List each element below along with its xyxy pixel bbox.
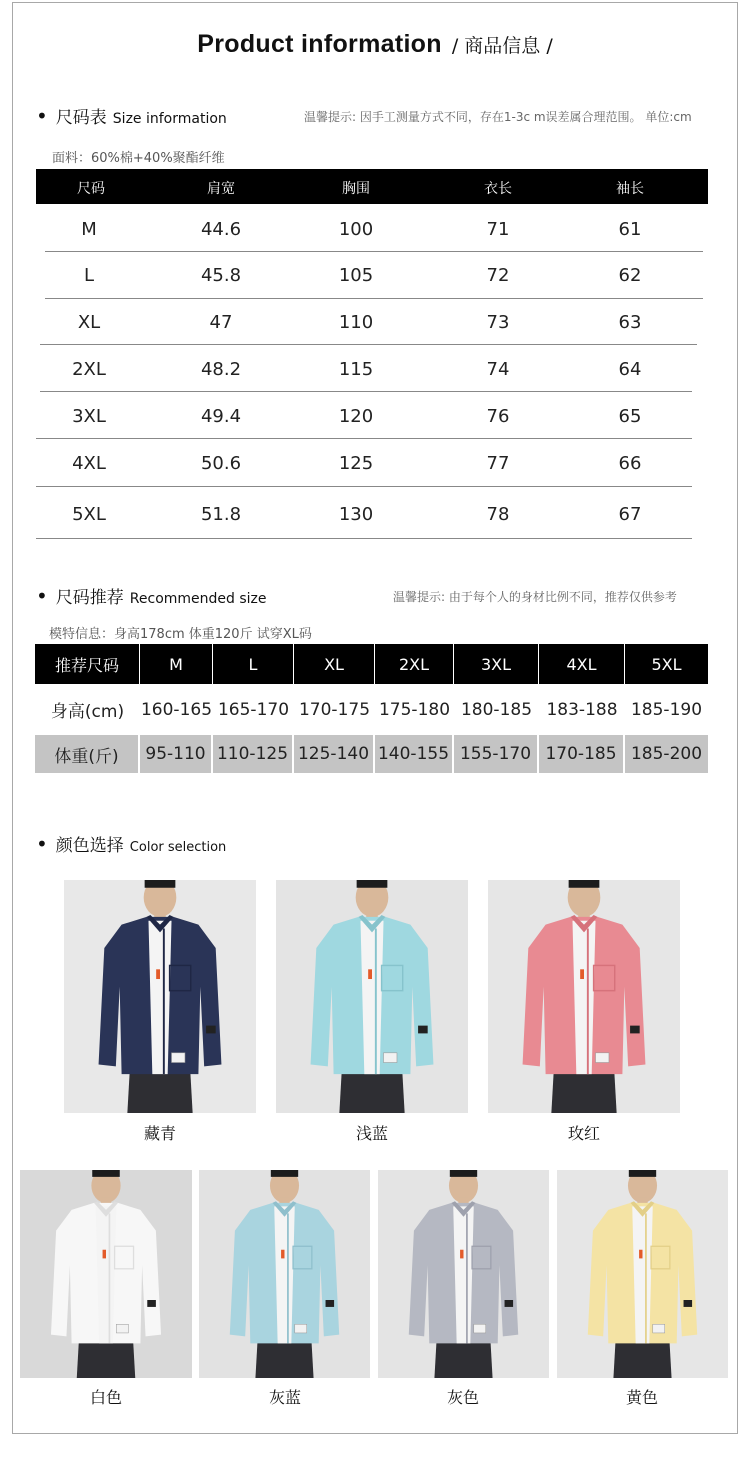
color-photo-grey-blue[interactable] (199, 1170, 370, 1378)
weight-cell: 140-155 (375, 735, 454, 773)
size-cell: 105 (338, 265, 374, 286)
size-cell: 50.6 (200, 453, 242, 474)
size-cell: 125 (338, 453, 374, 474)
size-cell: 64 (618, 359, 642, 380)
size-cell: 67 (618, 504, 642, 525)
color-photo-yellow[interactable] (557, 1170, 728, 1378)
size-cell: 44.6 (200, 219, 242, 240)
size-cell: 61 (618, 219, 642, 240)
weight-cell: 185-200 (630, 744, 703, 764)
row-divider (36, 486, 692, 487)
size-header-cell: 肩宽 (207, 181, 235, 197)
height-cell: 185-190 (630, 699, 703, 720)
weight-cell: 155-170 (454, 735, 539, 773)
recommend-header-cell: 5XL (651, 654, 682, 674)
height-cell: 183-188 (546, 699, 618, 720)
row-divider (40, 344, 697, 345)
row-divider (36, 538, 692, 539)
height-cell: 165-170 (217, 699, 290, 720)
size-header-cell: 衣长 (484, 181, 512, 197)
size-cell: 65 (618, 406, 642, 427)
size-cell: 100 (338, 219, 374, 240)
size-cell: 72 (486, 265, 510, 286)
color-photo-light-blue[interactable] (276, 880, 468, 1113)
weight-row (35, 735, 708, 773)
bullet-icon: • (36, 832, 48, 856)
bullet-icon: • (36, 584, 48, 608)
size-cell: 5XL (72, 504, 106, 525)
size-title-en: Size information (112, 111, 227, 127)
page-title (0, 30, 750, 59)
size-cell: 73 (486, 312, 510, 333)
size-cell: 63 (618, 312, 642, 333)
size-cell: 78 (486, 504, 510, 525)
color-photo-white[interactable] (20, 1170, 192, 1378)
title-cn: / 商品信息 / (451, 35, 553, 57)
color-title-en: Color selection (129, 840, 227, 855)
size-cell: 74 (486, 359, 510, 380)
recommend-table-header (35, 644, 708, 684)
color-label: 黄色 (625, 1388, 659, 1407)
size-cell: 115 (338, 359, 374, 380)
weight-cell: 95-110 (140, 735, 213, 773)
size-cell: 45.8 (200, 265, 242, 286)
size-cell: 48.2 (200, 359, 242, 380)
color-photo-rose-red[interactable] (488, 880, 680, 1113)
size-cell: XL (77, 312, 101, 333)
weight-cell: 170-185 (539, 735, 625, 773)
recommend-tip: 温馨提示: 由于每个人的身材比例不同，推荐仅供参考 (393, 590, 677, 604)
size-cell: 4XL (72, 453, 106, 474)
size-cell: 130 (338, 504, 374, 525)
color-photo-grey[interactable] (378, 1170, 549, 1378)
size-cell: 120 (338, 406, 374, 427)
row-divider (45, 251, 703, 252)
fabric-note: 面料：60%棉+40%聚酯纤维 (52, 151, 225, 166)
size-cell: 3XL (72, 406, 106, 427)
height-row (35, 688, 708, 731)
recommend-header-cell: M (140, 644, 213, 684)
row-divider (40, 391, 692, 392)
row-divider (36, 438, 692, 439)
size-cell: 71 (486, 219, 510, 240)
recommend-header-cell: L (213, 644, 294, 684)
size-cell: L (83, 265, 95, 286)
weight-cell: 体重(斤) (35, 735, 140, 773)
recommend-header-cell: 推荐尺码 (35, 644, 140, 684)
recommend-header-cell: 2XL (375, 644, 454, 684)
color-label: 浅蓝 (355, 1124, 389, 1143)
size-cell: 66 (618, 453, 642, 474)
bullet-icon: • (36, 104, 48, 128)
color-title-cn: 颜色选择 (55, 836, 124, 856)
size-cell: 62 (618, 265, 642, 286)
height-cell: 身高(cm) (50, 702, 125, 722)
color-label: 灰色 (446, 1388, 480, 1407)
recommend-header-cell: XL (294, 644, 375, 684)
color-label: 灰蓝 (268, 1388, 302, 1407)
recommend-section-heading (36, 583, 267, 608)
height-cell: 160-165 (140, 699, 213, 720)
size-table-header (36, 169, 708, 204)
size-cell: 2XL (72, 359, 106, 380)
color-photo-navy[interactable] (64, 880, 256, 1113)
size-section-heading (36, 103, 227, 128)
color-label: 玫红 (567, 1124, 601, 1143)
size-cell: 51.8 (200, 504, 242, 525)
size-tip: 温馨提示: 因手工测量方式不同，存在1-3c m误差属合理范围。 单位:cm (304, 110, 692, 124)
title-en: Product information (197, 30, 442, 58)
color-section-heading (36, 831, 226, 856)
size-header-cell: 袖长 (616, 181, 644, 197)
size-cell: 77 (486, 453, 510, 474)
size-header-cell: 尺码 (77, 181, 105, 197)
size-header-cell: 胸围 (342, 181, 370, 197)
height-cell: 170-175 (298, 699, 371, 720)
model-info: 模特信息：身高178cm 体重120斤 试穿XL码 (49, 627, 312, 642)
recommend-title-cn: 尺码推荐 (55, 588, 124, 608)
recommend-title-en: Recommended size (129, 591, 267, 607)
size-title-cn: 尺码表 (55, 108, 107, 128)
row-divider (45, 298, 703, 299)
recommend-header-cell: 4XL (539, 644, 625, 684)
size-cell: 110 (338, 312, 374, 333)
weight-cell: 125-140 (294, 735, 375, 773)
weight-cell: 110-125 (213, 735, 294, 773)
size-cell: 49.4 (200, 406, 242, 427)
recommend-header-cell: 3XL (454, 644, 539, 684)
size-cell: M (81, 219, 97, 240)
size-cell: 47 (209, 312, 233, 333)
height-cell: 180-185 (460, 699, 533, 720)
height-cell: 175-180 (378, 699, 451, 720)
color-label: 藏青 (143, 1124, 177, 1143)
size-cell: 76 (486, 406, 510, 427)
color-label: 白色 (89, 1388, 123, 1407)
